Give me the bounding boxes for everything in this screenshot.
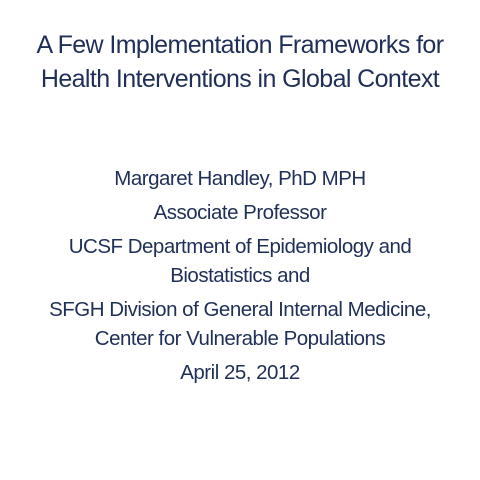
affiliation-2-line-2: Center for Vulnerable Populations bbox=[94, 327, 386, 350]
slide-title bbox=[0, 28, 480, 96]
presentation-date: April 25, 2012 bbox=[180, 361, 300, 384]
affiliation-1-line-2: Biostatistics and bbox=[170, 264, 310, 287]
slide-body bbox=[0, 164, 480, 387]
affiliation-2-line-1: SFGH Division of General Internal Medicine, bbox=[49, 298, 431, 321]
slide-title-line-1: A Few Implementation Frameworks for bbox=[36, 31, 444, 59]
slide-title-line-2: Health Interventions in Global Context bbox=[40, 65, 440, 93]
presenter-position: Associate Professor bbox=[153, 201, 327, 224]
presenter-name: Margaret Handley, PhD MPH bbox=[114, 167, 366, 190]
affiliation-1-line-1: UCSF Department of Epidemiology and bbox=[68, 235, 412, 258]
